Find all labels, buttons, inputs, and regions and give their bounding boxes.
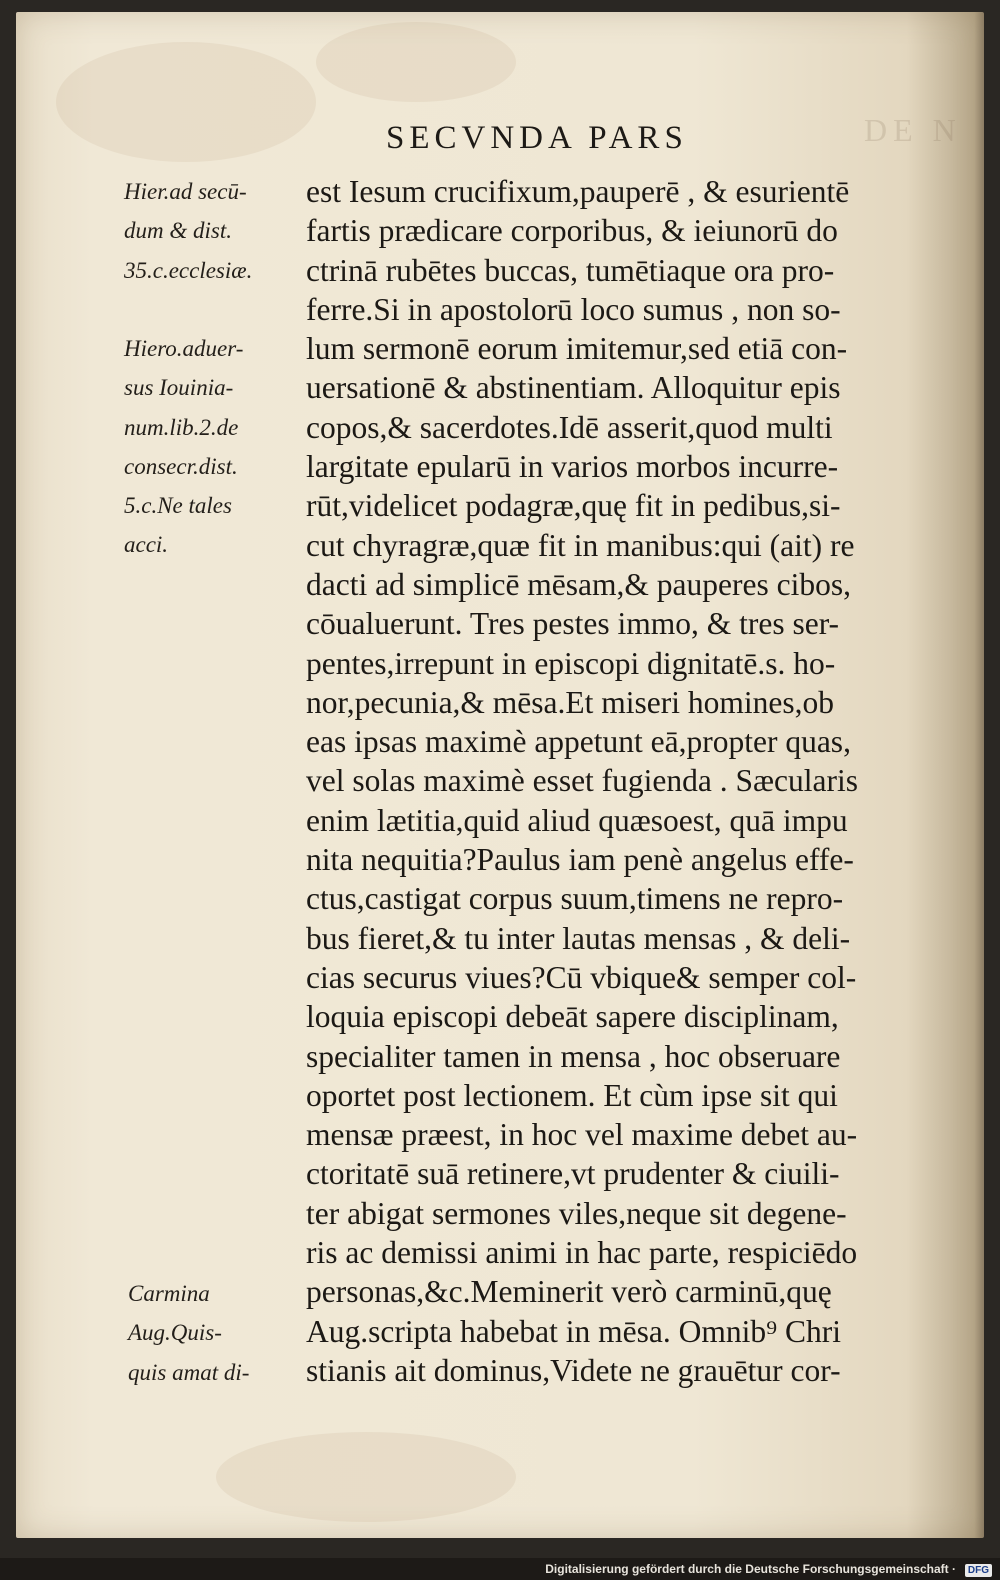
text-line: ctrinā rubētes buccas, tumētiaque ora pro- bbox=[306, 252, 835, 288]
text-line: loquia episcopi debeāt sapere disciplinam, bbox=[306, 999, 839, 1035]
paper-stain bbox=[316, 22, 516, 102]
text-line: est Iesum crucifixum,pauperē , & esurientē bbox=[306, 174, 850, 209]
text-line: ctoritatē suā retinere,vt prudenter & ciuili- bbox=[306, 1156, 840, 1192]
marginal-note-line: Carmina bbox=[128, 1281, 210, 1306]
text-line: uersationē & abstinentiam. Alloquitur epis bbox=[306, 370, 841, 406]
text-line: ctus,castigat corpus suum,timens ne repro- bbox=[306, 881, 844, 917]
text-line: nor,pecunia,& mēsa.Et miseri homines,ob bbox=[306, 684, 834, 720]
text-line: ter abigat sermones viles,neque sit degene- bbox=[306, 1195, 847, 1231]
marginal-note-line: Aug.Quis- bbox=[128, 1320, 222, 1346]
marginal-note-line: 35.c.ecclesiæ. bbox=[124, 257, 253, 283]
text-line: personas,&c.Meminerit verò carminū,quę bbox=[306, 1274, 832, 1310]
text-line: pentes,irrepunt in episcopi dignitatē.s. ho- bbox=[306, 645, 836, 681]
marginal-note-line: 5.c.Ne tales bbox=[124, 493, 232, 519]
text-line: enim lætitia,quid aliud quæsoest, quā impu bbox=[306, 802, 848, 838]
text-line: oportet post lectionem. Et cùm ipse sit qui bbox=[306, 1077, 838, 1113]
text-line: vel solas maximè esset fugienda . Sæcularis bbox=[306, 763, 859, 799]
marginal-note-line: consecr.dist. bbox=[124, 453, 238, 479]
marginal-note-line: sus Iouinia- bbox=[124, 375, 234, 401]
text-line: Aug.scripta habebat in mēsa. Omnib⁹ Chri bbox=[306, 1313, 841, 1349]
funding-credit: Digitalisierung gefördert durch die Deutsche Forschungsgemeinschaft · bbox=[545, 1562, 956, 1576]
book-page bbox=[16, 12, 984, 1538]
marginal-note-3 bbox=[128, 1274, 304, 1392]
text-line: rūt,videlicet podagræ,quę fit in pedibus,si- bbox=[306, 488, 841, 524]
marginal-note-line: dum & dist. bbox=[124, 218, 232, 244]
marginal-note-line: quis amat di- bbox=[128, 1359, 250, 1385]
text-line: largitate epularū in varios morbos incurre- bbox=[306, 449, 839, 485]
marginal-note-line: Hier.ad secū- bbox=[124, 179, 247, 204]
text-line: stianis ait dominus,Videte ne grauētur cor- bbox=[306, 1352, 841, 1388]
text-line: copos,& sacerdotes.Idē asserit,quod multi bbox=[306, 409, 833, 445]
marginal-note-1 bbox=[124, 172, 300, 290]
marginal-note-2 bbox=[124, 329, 300, 565]
paper-stain bbox=[216, 1432, 516, 1522]
footer-bar bbox=[0, 1558, 1000, 1580]
text-line: specialiter tamen in mensa , hoc obseruare bbox=[306, 1038, 841, 1074]
text-line: eas ipsas maximè appetunt eā,propter quas, bbox=[306, 724, 851, 760]
text-line: dacti ad simplicē mēsam,& pauperes cibos, bbox=[306, 566, 851, 602]
bleed-through-heading: DE N bbox=[864, 112, 962, 148]
text-line: bus fieret,& tu inter lautas mensas , & deli- bbox=[306, 920, 851, 956]
paper-stain bbox=[56, 42, 316, 162]
text-line: cōualuerunt. Tres pestes immo, & tres ser- bbox=[306, 606, 840, 642]
marginal-note-line: Hiero.aduer- bbox=[124, 336, 244, 361]
dfg-logo: DFG bbox=[965, 1564, 992, 1577]
main-text-column bbox=[306, 172, 926, 1390]
text-line: cias securus viues?Cū vbique& semper col- bbox=[306, 959, 857, 995]
text-line: ferre.Si in apostolorū loco sumus , non so- bbox=[306, 291, 841, 327]
text-line: nita nequitia?Paulus iam penè angelus effe- bbox=[306, 842, 854, 878]
text-line: cut chyragræ,quæ fit in manibus:qui (ait) re bbox=[306, 527, 855, 563]
text-line: ris ac demissi animi in hac parte, respiciēdo bbox=[306, 1235, 858, 1271]
running-head: SECVNDA PARS bbox=[386, 120, 688, 156]
text-line: lum sermonē eorum imitemur,sed etiā con- bbox=[306, 331, 848, 367]
text-line: mensæ præest, in hoc vel maxime debet au- bbox=[306, 1117, 858, 1153]
marginal-note-line: acci. bbox=[124, 532, 169, 558]
marginal-note-line: num.lib.2.de bbox=[124, 414, 239, 440]
text-line: fartis prædicare corporibus, & ieiunorū do bbox=[306, 213, 838, 249]
